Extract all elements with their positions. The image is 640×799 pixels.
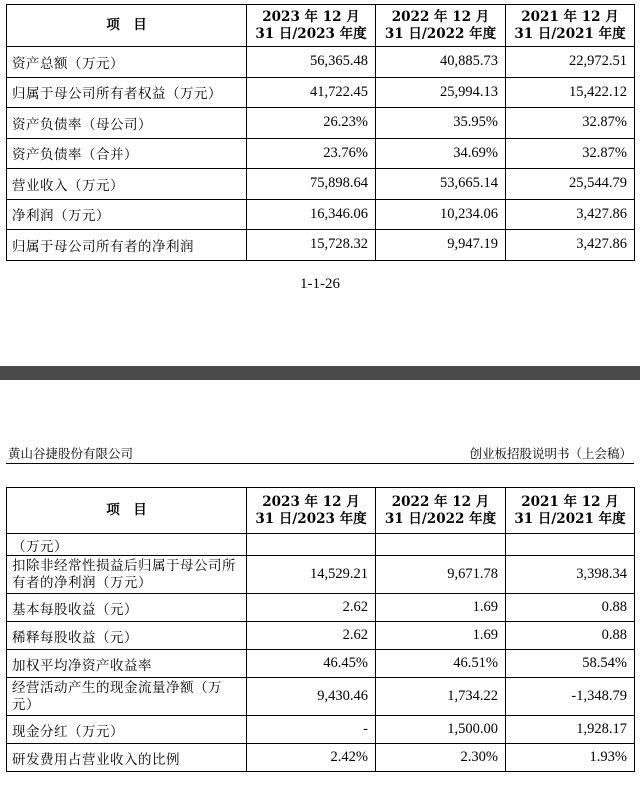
- cell-2023: 2.62: [247, 622, 376, 650]
- financial-table-part2: [6, 487, 635, 772]
- page-separator: [0, 366, 640, 380]
- cell-2023: 56,365.48: [247, 47, 376, 78]
- cell-2022: 53,665.14: [376, 169, 506, 200]
- table-row: [7, 622, 635, 650]
- row-label: （万元）: [7, 534, 247, 556]
- cell-2021: 32.87%: [506, 138, 635, 169]
- cell-2023: 41,722.45: [247, 77, 376, 108]
- column-header-item: 项 目: [7, 488, 247, 534]
- row-label: 归属于母公司所有者权益（万元）: [7, 77, 247, 108]
- column-header-2022: 2022 年 12 月 31 日/2022 年度: [376, 5, 506, 47]
- cell-2021: 3,427.86: [506, 230, 635, 261]
- cell-2021: 3,398.34: [506, 556, 635, 594]
- cell-2022: 25,994.13: [376, 77, 506, 108]
- table-row: [7, 744, 635, 772]
- header-rule: [6, 463, 634, 464]
- table-row: [7, 138, 635, 169]
- row-label: 现金分红（万元）: [7, 716, 247, 744]
- table-header-row: [7, 5, 635, 47]
- row-label: 基本每股收益（元）: [7, 594, 247, 622]
- table-row: [7, 199, 635, 230]
- column-header-2023: 2023 年 12 月 31 日/2023 年度: [247, 5, 376, 47]
- company-name: 黄山谷捷股份有限公司: [8, 446, 134, 461]
- cell-2023: 16,346.06: [247, 199, 376, 230]
- row-label: 归属于母公司所有者的净利润: [7, 230, 247, 261]
- cell-2022: 1,734.22: [376, 678, 506, 716]
- cell-2023: -: [247, 716, 376, 744]
- table-row: [7, 108, 635, 139]
- cell-2021: 1.93%: [506, 744, 635, 772]
- column-header-2022: 2022 年 12 月 31 日/2022 年度: [376, 488, 506, 534]
- row-label: 资产总额（万元）: [7, 47, 247, 78]
- cell-2021: [506, 534, 635, 556]
- cell-2022: 1,500.00: [376, 716, 506, 744]
- cell-2022: 1.69: [376, 594, 506, 622]
- cell-2023: 15,728.32: [247, 230, 376, 261]
- column-header-2021: 2021 年 12 月 31 日/2021 年度: [506, 5, 635, 47]
- document-title: 创业板招股说明书（上会稿）: [469, 446, 632, 461]
- table-row: [7, 716, 635, 744]
- cell-2023: 46.45%: [247, 650, 376, 678]
- cell-2023: 75,898.64: [247, 169, 376, 200]
- cell-2023: 26.23%: [247, 108, 376, 139]
- cell-2022: 35.95%: [376, 108, 506, 139]
- table-row: [7, 534, 635, 556]
- table-row: [7, 556, 635, 594]
- row-label: 加权平均净资产收益率: [7, 650, 247, 678]
- cell-2021: 32.87%: [506, 108, 635, 139]
- table-row: [7, 678, 635, 716]
- cell-2022: 9,671.78: [376, 556, 506, 594]
- row-label: 净利润（万元）: [7, 199, 247, 230]
- cell-2022: 2.30%: [376, 744, 506, 772]
- cell-2022: 10,234.06: [376, 199, 506, 230]
- row-label: 扣除非经常性损益后归属于母公司所有者的净利润（万元）: [7, 556, 247, 594]
- cell-2023: 2.42%: [247, 744, 376, 772]
- table-row: [7, 77, 635, 108]
- row-label: 营业收入（万元）: [7, 169, 247, 200]
- table-header-row: [7, 488, 635, 534]
- row-label: 经营活动产生的现金流量净额（万元）: [7, 678, 247, 716]
- table-row: [7, 230, 635, 261]
- financial-table-part1: [6, 4, 635, 261]
- column-header-2021: 2021 年 12 月 31 日/2021 年度: [506, 488, 635, 534]
- cell-2021: 22,972.51: [506, 47, 635, 78]
- cell-2022: 46.51%: [376, 650, 506, 678]
- row-label: 资产负债率（母公司）: [7, 108, 247, 139]
- cell-2022: 9,947.19: [376, 230, 506, 261]
- cell-2022: 1.69: [376, 622, 506, 650]
- row-label: 稀释每股收益（元）: [7, 622, 247, 650]
- page-number: 1-1-26: [300, 276, 340, 292]
- cell-2021: 58.54%: [506, 650, 635, 678]
- table-row: [7, 169, 635, 200]
- cell-2021: 3,427.86: [506, 199, 635, 230]
- column-header-2023: 2023 年 12 月 31 日/2023 年度: [247, 488, 376, 534]
- table-row: [7, 47, 635, 78]
- column-header-item: 项 目: [7, 5, 247, 47]
- cell-2022: 34.69%: [376, 138, 506, 169]
- cell-2023: 23.76%: [247, 138, 376, 169]
- table-row: [7, 594, 635, 622]
- cell-2021: 1,928.17: [506, 716, 635, 744]
- cell-2022: 40,885.73: [376, 47, 506, 78]
- cell-2021: 25,544.79: [506, 169, 635, 200]
- cell-2021: 0.88: [506, 622, 635, 650]
- cell-2021: 0.88: [506, 594, 635, 622]
- table-row: [7, 650, 635, 678]
- row-label: 研发费用占营业收入的比例: [7, 744, 247, 772]
- cell-2023: [247, 534, 376, 556]
- cell-2021: -1,348.79: [506, 678, 635, 716]
- cell-2023: 14,529.21: [247, 556, 376, 594]
- cell-2021: 15,422.12: [506, 77, 635, 108]
- cell-2023: 2.62: [247, 594, 376, 622]
- cell-2023: 9,430.46: [247, 678, 376, 716]
- row-label: 资产负债率（合并）: [7, 138, 247, 169]
- cell-2022: [376, 534, 506, 556]
